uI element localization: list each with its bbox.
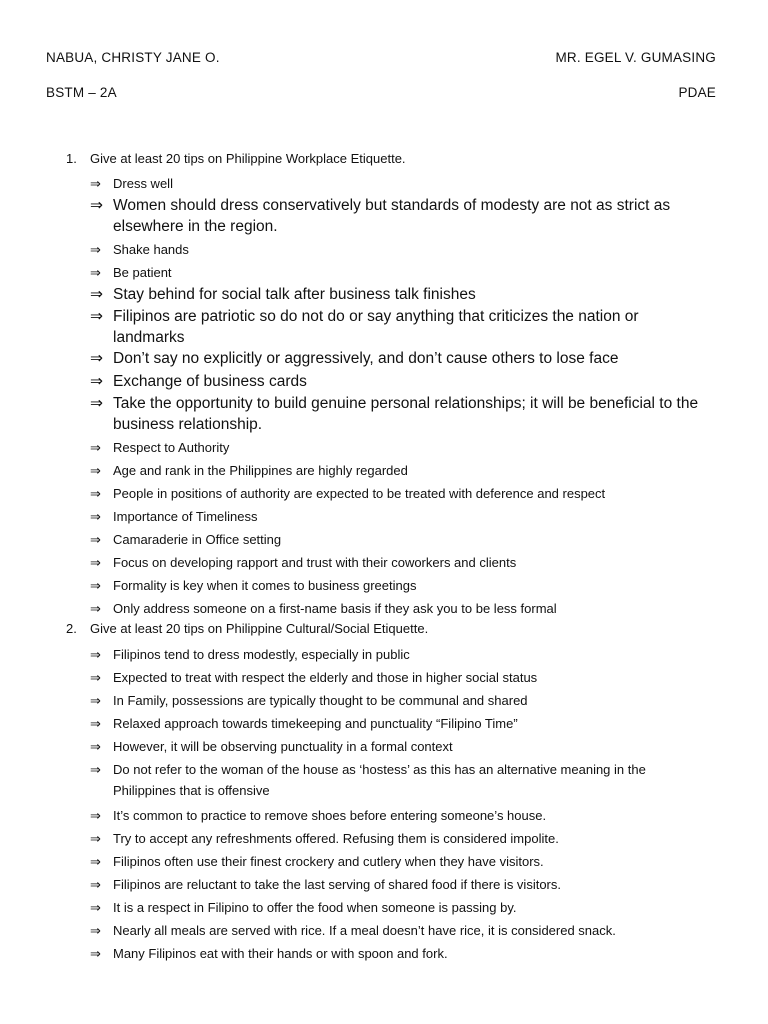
arrow-icon: ⇒	[90, 808, 101, 823]
list-item: ⇒ In Family, possessions are typically thought to be communal and shared	[90, 690, 710, 711]
teacher-name: MR. EGEL V. GUMASING	[555, 50, 716, 65]
arrow-icon: ⇒	[90, 242, 101, 257]
arrow-icon: ⇒	[90, 854, 101, 869]
list-item: ⇒ Formality is key when it comes to business greetings	[90, 575, 710, 596]
list-item: ⇒ Shake hands	[90, 239, 710, 260]
student-name: NABUA, CHRISTY JANE O.	[46, 50, 220, 65]
list-item: ⇒ Stay behind for social talk after business talk finishes	[90, 286, 476, 303]
arrow-icon: ⇒	[90, 831, 101, 846]
list-item: ⇒ Respect to Authority	[90, 437, 710, 458]
arrow-icon: ⇒	[90, 286, 103, 303]
question-text: Give at least 20 tips on Philippine Workplace Etiquette.	[90, 151, 406, 166]
arrow-icon: ⇒	[90, 265, 101, 280]
arrow-icon: ⇒	[90, 693, 101, 708]
list-item: ⇒ Try to accept any refreshments offered. Refusing them is considered impolite.	[90, 828, 710, 849]
arrow-icon: ⇒	[90, 601, 101, 616]
list-item: ⇒ Nearly all meals are served with rice. If a meal doesn’t have rice, it is considered snack.	[90, 920, 710, 941]
arrow-icon: ⇒	[90, 463, 101, 478]
question-text: Give at least 20 tips on Philippine Cultural/Social Etiquette.	[90, 621, 429, 636]
list-item: ⇒ Be patient	[90, 262, 710, 283]
list-item: ⇒ However, it will be observing punctuality in a formal context	[90, 736, 710, 757]
arrow-icon: ⇒	[90, 923, 101, 938]
list-item: ⇒ Only address someone on a first-name basis if they ask you to be less formal	[90, 598, 710, 619]
list-item: ⇒ Take the opportunity to build genuine personal relationships; it will be beneficial to the business relationship.	[90, 395, 699, 433]
arrow-icon: ⇒	[90, 739, 101, 754]
arrow-icon: ⇒	[90, 532, 101, 547]
arrow-icon: ⇒	[90, 176, 101, 191]
list-item: ⇒ It is a respect in Filipino to offer the food when someone is passing by.	[90, 897, 710, 918]
list-item: ⇒ Do not refer to the woman of the house as ‘hostess’ as this has an alternative meaning in the Philippines that is offensive	[90, 759, 710, 801]
arrow-icon: ⇒	[90, 308, 103, 325]
arrow-icon: ⇒	[90, 350, 103, 367]
list-item: ⇒ Camaraderie in Office setting	[90, 529, 710, 550]
list-item: ⇒ Dress well	[90, 173, 710, 194]
list-item: ⇒ Relaxed approach towards timekeeping and punctuality “Filipino Time”	[90, 713, 710, 734]
arrow-icon: ⇒	[90, 900, 101, 915]
arrow-icon: ⇒	[90, 946, 101, 961]
question-1	[66, 151, 406, 166]
question-2	[66, 621, 428, 636]
subject-code: PDAE	[678, 85, 716, 100]
arrow-icon: ⇒	[90, 670, 101, 685]
arrow-icon: ⇒	[90, 486, 101, 501]
arrow-icon: ⇒	[90, 716, 101, 731]
arrow-icon: ⇒	[90, 647, 101, 662]
list-item: ⇒ Don’t say no explicitly or aggressively, and don’t cause others to lose face	[90, 350, 619, 367]
list-item: ⇒ It’s common to practice to remove shoes before entering someone’s house.	[90, 805, 710, 826]
arrow-icon: ⇒	[90, 578, 101, 593]
list-item: ⇒ Exchange of business cards	[90, 373, 307, 390]
course-section: BSTM – 2A	[46, 85, 117, 100]
arrow-icon: ⇒	[90, 509, 101, 524]
list-item: ⇒ Filipinos are reluctant to take the last serving of shared food if there is visitors.	[90, 874, 710, 895]
list-item: ⇒ Importance of Timeliness	[90, 506, 710, 527]
list-item: ⇒ People in positions of authority are expected to be treated with deference and respect	[90, 483, 710, 504]
arrow-icon: ⇒	[90, 762, 101, 777]
list-item: ⇒ Many Filipinos eat with their hands or with spoon and fork.	[90, 943, 710, 964]
list-item: ⇒ Filipinos often use their finest crockery and cutlery when they have visitors.	[90, 851, 710, 872]
list-item: ⇒ Expected to treat with respect the elderly and those in higher social status	[90, 667, 710, 688]
arrow-icon: ⇒	[90, 877, 101, 892]
arrow-icon: ⇒	[90, 555, 101, 570]
question-number: 1.	[66, 151, 77, 166]
arrow-icon: ⇒	[90, 395, 103, 412]
arrow-icon: ⇒	[90, 440, 101, 455]
arrow-icon: ⇒	[90, 197, 103, 214]
list-item: ⇒ Focus on developing rapport and trust with their coworkers and clients	[90, 552, 710, 573]
arrow-icon: ⇒	[90, 373, 103, 390]
list-item: ⇒ Age and rank in the Philippines are highly regarded	[90, 460, 710, 481]
question-number: 2.	[66, 621, 77, 636]
list-item: ⇒ Filipinos tend to dress modestly, especially in public	[90, 644, 710, 665]
list-item: ⇒ Women should dress conservatively but standards of modesty are not as strict as elsewhere in the region.	[90, 197, 671, 235]
list-item: ⇒ Filipinos are patriotic so do not do or say anything that criticizes the nation or landmarks	[90, 308, 639, 346]
